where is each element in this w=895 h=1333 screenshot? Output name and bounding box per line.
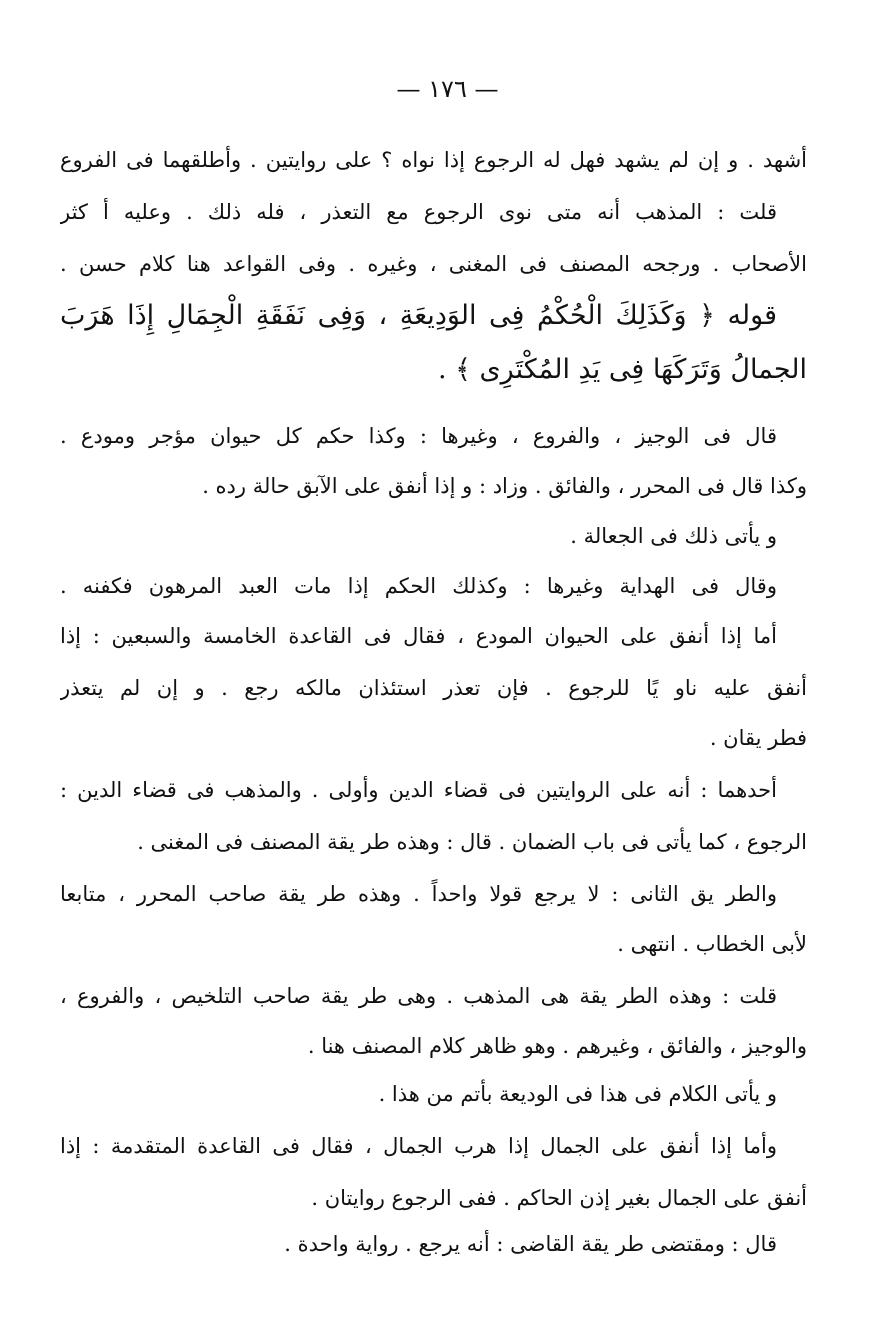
- text-line: و يأتى ذلك فى الجعالة .: [570, 524, 777, 548]
- text-line: أشهد . و إن لم يشهد فهل له الرجوع إذا نواه ؟ على روايتين . وأطلقهما فى الفروع: [60, 148, 807, 172]
- text-line: والطر يق الثانى : لا يرجع قولا واحداً . وهذه طر يقة صاحب المحرر ، متابعا: [60, 882, 777, 906]
- text-line: أحدهما : أنه على الروايتين فى قضاء الدين وأولى . والمذهب فى قضاء الدين :: [60, 778, 777, 802]
- text-line: أما إذا أنفق على الحيوان المودع ، فقال فى القاعدة الخامسة والسبعين : إذا: [60, 624, 777, 648]
- text-line: قلت : المذهب أنه متى نوى الرجوع مع التعذر ، فله ذلك . وعليه أ كثر: [60, 200, 777, 224]
- text-line: قال فى الوجيز ، والفروع ، وغيرها : وكذا حكم كل حيوان مؤجر ومودع .: [60, 424, 777, 448]
- text-line: وقال فى الهداية وغيرها : وكذلك الحكم إذا مات العبد المرهون فكفنه .: [60, 574, 777, 598]
- quoted-heading-line: الجمالُ وَتَرَكَهَا فِى يَدِ المُكْتَرِى ﴾ .: [437, 354, 807, 385]
- quoted-heading-line: قوله ﴿ وَكَذَلِكَ الْحُكْمُ فِى الوَدِيعَةِ ، وَفِى نَفَقَةِ الْجِمَالِ إِذَا هَرَبَ: [60, 300, 777, 331]
- text-line: و يأتى الكلام فى هذا فى الوديعة بأتم من هذا .: [378, 1082, 777, 1106]
- text-line: لأبى الخطاب . انتهى .: [617, 932, 807, 956]
- text-line: وأما إذا أنفق على الجمال إذا هرب الجمال ، فقال فى القاعدة المتقدمة : إذا: [60, 1134, 777, 1158]
- text-line: أنفق عليه ناو يًا للرجوع . فإن تعذر استئذان مالكه رجع . و إن لم يتعذر: [60, 676, 807, 700]
- page-number: — ١٧٦ —: [396, 75, 499, 103]
- text-line: قلت : وهذه الطر يقة هى المذهب . وهى طر يقة صاحب التلخيص ، والفروع ،: [60, 984, 777, 1008]
- text-line: وكذا قال فى المحرر ، والفائق . وزاد : و إذا أنفق على الآبق حالة رده .: [202, 474, 807, 498]
- text-line: والوجيز ، والفائق ، وغيرهم . وهو ظاهر كلام المصنف هنا .: [307, 1034, 807, 1058]
- text-line: الرجوع ، كما يأتى فى باب الضمان . قال : وهذه طر يقة المصنف فى المغنى .: [137, 830, 807, 854]
- text-line: الأصحاب . ورجحه المصنف فى المغنى ، وغيره . وفى القواعد هنا كلام حسن .: [60, 252, 807, 276]
- text-line: قال : ومقتضى طر يقة القاضى : أنه يرجع . رواية واحدة .: [284, 1232, 777, 1256]
- text-line: فطر يقان .: [709, 726, 807, 750]
- text-line: أنفق على الجمال بغير إذن الحاكم . ففى الرجوع روايتان .: [311, 1186, 807, 1210]
